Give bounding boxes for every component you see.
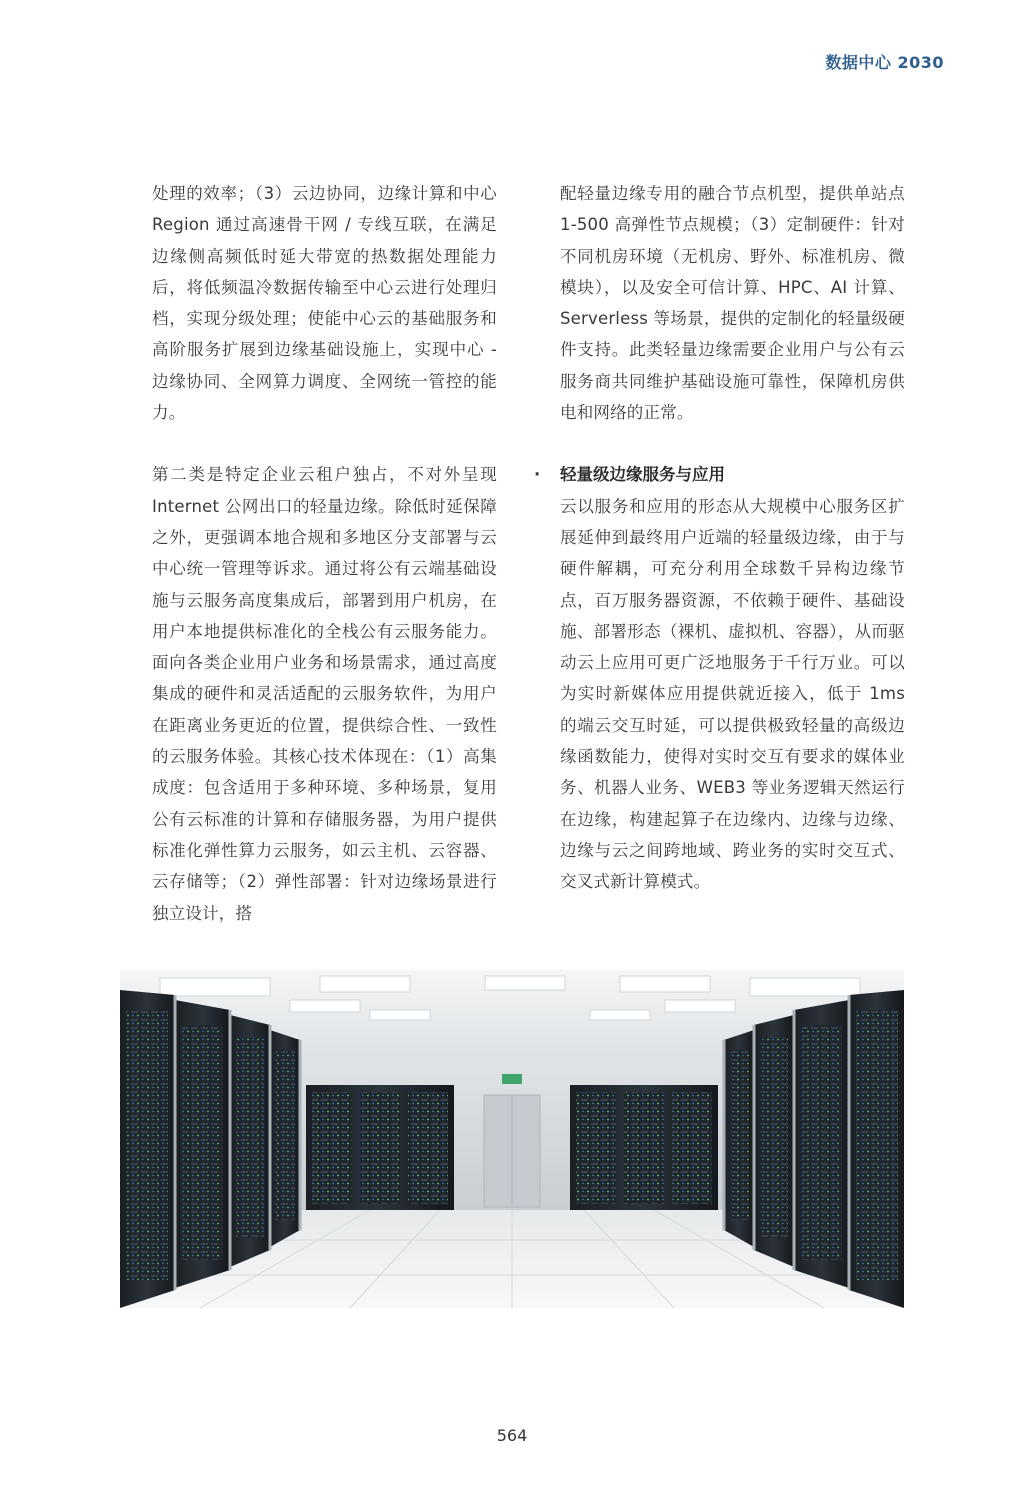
left-paragraph-2: 第二类是特定企业云租户独占，不对外呈现 Internet 公网出口的轻量边缘。除低时延保障之外，更强调本地合规和多地区分支部署与云中心统一管理等诉求。通过将公有云端基础设施与云服务高度集成后，部署到用户机房，在用户本地提供标准化的全栈公有云服务能力。面向各类企业用户业务和场景需求，通过高度集成的硬件和灵活适配的云服务软件，为用户在距离业务更近的位置，提供综合性、一致性的云服务体验。其核心技术体现在：（1）高集成度：包含适用于多种环境、多种场景，复用公有云标准的计算和存储服务器，为用户提供标准化弹性算力云服务，如云主机、云容器、云存储等；（2）弹性部署：针对边缘场景进行独立设计，搭: [152, 465, 497, 923]
right-paragraph-1: 配轻量边缘专用的融合节点机型，提供单站点 1-500 高弹性节点规模；（3）定制硬件：针对不同机房环境（无机房、野外、标准机房、微模块），以及安全可信计算、HPC、AI 计算、Serverless 等场景，提供的定制化的轻量级硬件支持。此类轻量边缘需要企业用户与公有云服务商共同维护基础设施可靠性，保障机房供电和网络的正常。: [560, 184, 905, 423]
right-text-column: [534, 178, 905, 898]
left-text-column: [152, 178, 497, 929]
bullet-marker: ·: [534, 465, 541, 485]
server-room-photo: [120, 970, 904, 1308]
bullet-heading-text: 轻量级边缘服务与应用: [560, 465, 725, 485]
left-paragraph-1: 处理的效率；（3）云边协同，边缘计算和中心 Region 通过高速骨干网 / 专线互联，在满足边缘侧高频低时延大带宽的热数据处理能力后，将低频温冷数据传输至中心云进行处理归档，实现分级处理；使能中心云的基础服务和高阶服务扩展到边缘基础设施上，实现中心 - 边缘协同、全网算力调度、全网统一管控的能力。: [152, 184, 497, 423]
right-paragraph-2: 云以服务和应用的形态从大规模中心服务区扩展延伸到最终用户近端的轻量级边缘，由于与硬件解耦，可充分利用全球数千异构边缘节点，百万服务器资源，不依赖于硬件、基础设施、部署形态（裸机、虚拟机、容器），从而驱动云上应用可更广泛地服务于千行万业。可以为实时新媒体应用提供就近接入，低于 1ms 的端云交互时延，可以提供极致轻量的高级边缘函数能力，使得对实时交互有要求的媒体业务、机器人业务、WEB3 等业务逻辑天然运行在边缘，构建起算子在边缘内、边缘与边缘、边缘与云之间跨地域、跨业务的实时交互式、交叉式新计算模式。: [560, 496, 905, 892]
running-header-title: 数据中心 2030: [825, 53, 944, 72]
bullet-heading: [534, 459, 905, 490]
page-number: 564: [496, 1426, 528, 1445]
